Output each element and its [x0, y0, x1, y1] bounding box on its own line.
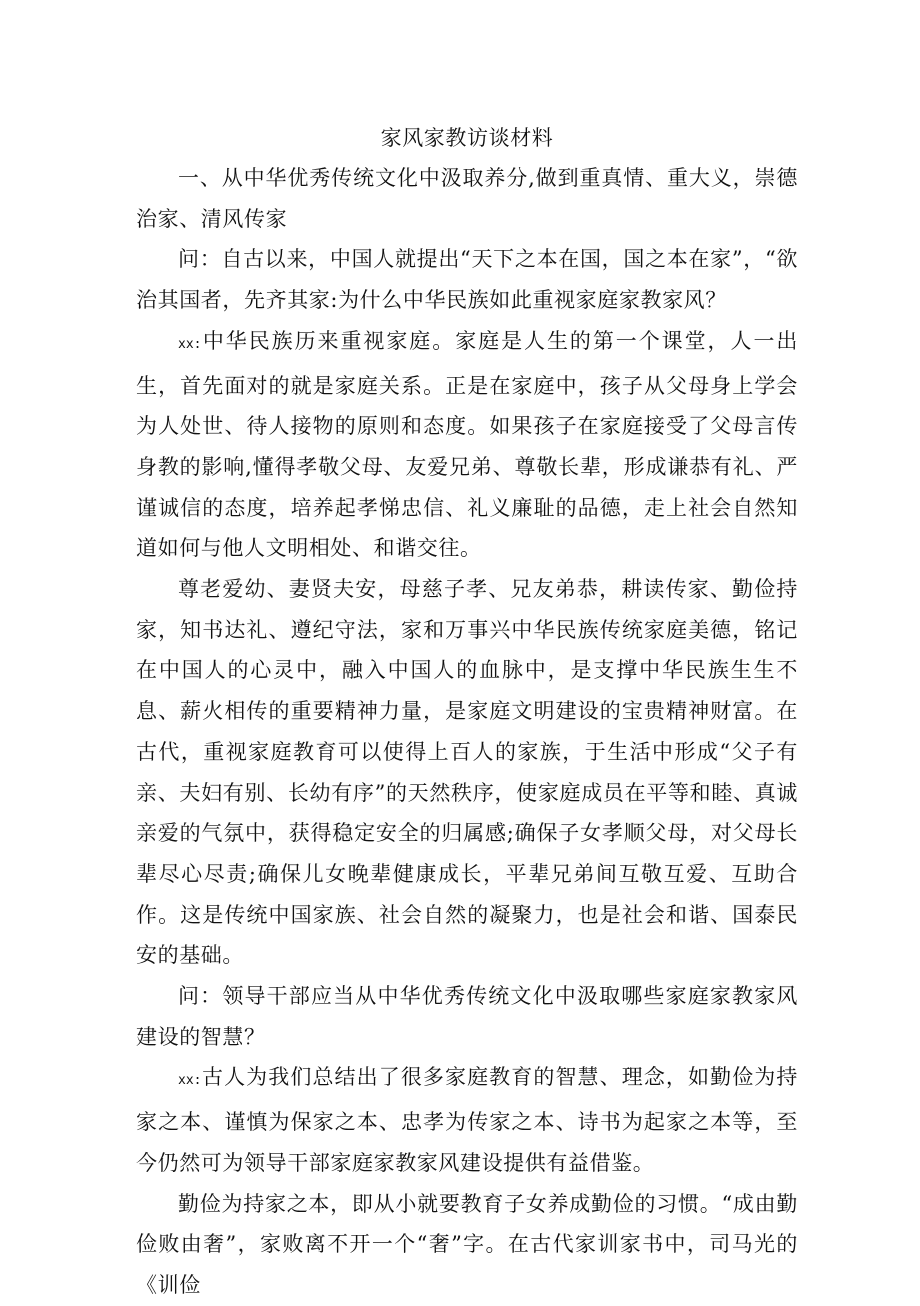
body-paragraph: [136, 569, 798, 976]
answer-paragraph: [136, 321, 798, 569]
paragraph-text: 古人为我们总结出了很多家庭教育的智慧、理念，如勤俭为持家之本、谨慎为保家之本、忠孝为传家之本、诗书为起家之本等，至今仍然可为领导干部家庭家教家风建设提供有益借鉴。: [136, 1065, 798, 1175]
paragraph-text: 尊老爱幼、妻贤夫安，母慈子孝、兄友弟恭，耕读传家、勤俭持家，知书达礼、遵纪守法，家和万事兴中华民族传统家庭美德，铭记在中国人的心灵中，融入中国人的血脉中，是支撑中华民族生生不息、薪火相传的重要精神力量，是家庭文明建设的宝贵精神财富。在古代，重视家庭教育可以使得上百人的家族，于生活中形成“父子有亲、夫妇有别、长幼有序”的天然秩序，使家庭成员在平等和睦、真诚亲爱的气氛中，获得稳定安全的归属感;确保子女孝顺父母，对父母长辈尽心尽责;确保儿女晚辈健康成长，平辈兄弟间互敬互爱、互助合作。这是传统中国家族、社会自然的凝聚力，也是社会和谐、国泰民安的基础。: [136, 577, 798, 968]
question-paragraph: [136, 239, 798, 320]
answer-paragraph: [136, 1057, 798, 1183]
question-paragraph: [136, 976, 798, 1057]
section-heading: [136, 158, 798, 239]
speaker-label: xx:: [178, 336, 202, 352]
paragraph-text: 问：自古以来，中国人就提出“天下之本在国，国之本在家”，“欲治其国者，先齐其家:为什么中华民族如此重视家庭家教家风？: [136, 247, 798, 313]
body-paragraph: [136, 1184, 798, 1306]
paragraph-text: 勤俭为持家之本，即从小就要教育子女养成勤俭的习惯。“成由勤俭败由奢”，家败离不开一个“奢”字。在古代家训家书中，司马光的《训俭: [136, 1191, 798, 1297]
document-title: 家风家教访谈材料: [380, 126, 554, 150]
paragraph-text: 一、从中华优秀传统文化中汲取养分,做到重真情、重大义，崇德治家、清风传家: [136, 166, 798, 231]
paragraph-text: 问：领导干部应当从中华优秀传统文化中汲取哪些家庭家教家风建设的智慧？: [136, 984, 798, 1049]
speaker-label: xx:: [178, 1073, 202, 1089]
paragraph-text: 中华民族历来重视家庭。家庭是人生的第一个课堂，人一出生，首先面对的就是家庭关系。正是在家庭中，孩子从父母身上学会为人处世、待人接物的原则和态度。如果孩子在家庭接受了父母言传身教的影响,懂得孝敬父母、友爱兄弟、尊敬长辈，形成谦恭有礼、严谨诚信的态度，培养起孝悌忠信、礼义廉耻的品德，走上社会自然知道如何与他人文明相处、和谐交往。: [136, 328, 798, 561]
document-page: [136, 118, 798, 1306]
